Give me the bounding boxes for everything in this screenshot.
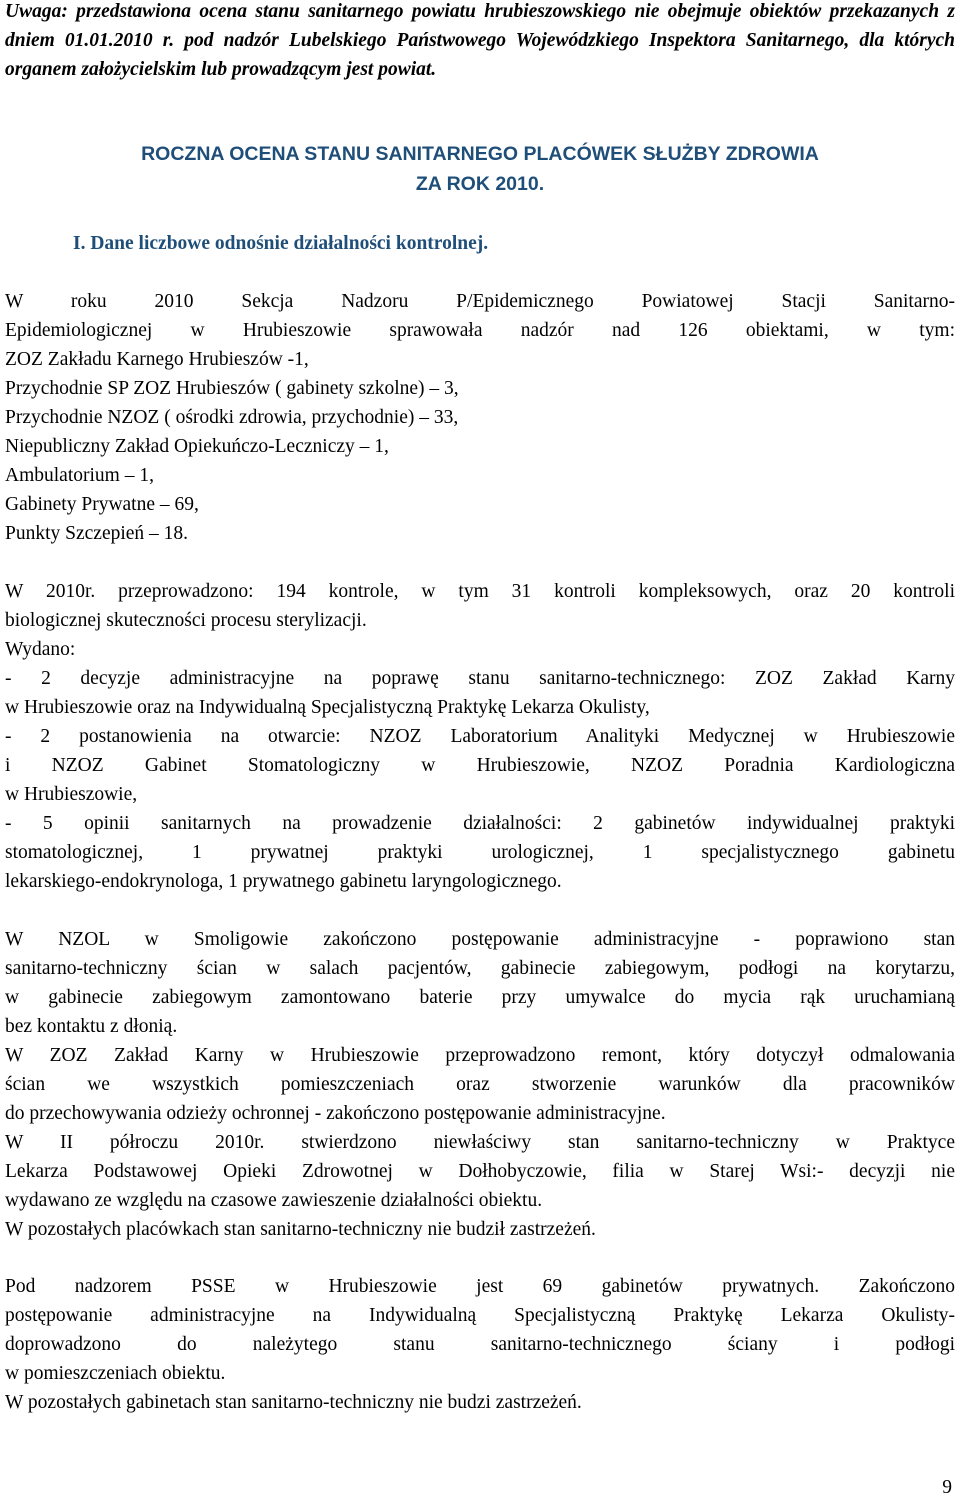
text-line: - 5 opinii sanitarnych na prowadzenie działalności: 2 gabinetów indywidualnej praktyki (5, 813, 955, 834)
text-line: ścian we wszystkich pomieszczeniach oraz stworzenie warunków dla pracowników (5, 1074, 955, 1095)
text-line: postępowanie administracyjne na Indywidualną Specjalistyczną Praktykę Lekarza Okulisty- (5, 1305, 955, 1326)
section-heading: I. Dane liczbowe odnośnie działalności kontrolnej. (73, 233, 489, 254)
text-line: - 2 postanowienia na otwarcie: NZOZ Laboratorium Analityki Medycznej w Hrubieszowie (5, 726, 955, 747)
text-line: i NZOZ Gabinet Stomatologiczny w Hrubieszowie, NZOZ Poradnia Kardiologiczna (5, 755, 955, 776)
text-line: w Hrubieszowie oraz na Indywidualną Specjalistyczną Praktykę Lekarza Okulisty, (5, 697, 650, 718)
note-paragraph: Uwaga: przedstawiona ocena stanu sanitarnego powiatu hrubieszowskiego nie obejmuje obiektów przekazanych z dniem 01.01.2010 r. pod nadzór Lubelskiego Państwowego Wojewódzkiego Inspektora Sanitarnego, dla których organem założycielskim lub prowadzącym jest powiat. (5, 1, 955, 80)
text-line: Epidemiologicznej w Hrubieszowie sprawowała nadzór nad 126 obiektami, w tym: (5, 320, 955, 341)
text-line: wydawano ze względu na czasowe zawieszenie działalności obiektu. (5, 1190, 543, 1211)
text-line: W NZOL w Smoligowie zakończono postępowanie administracyjne - poprawiono stan (5, 929, 955, 950)
text-line: Pod nadzorem PSSE w Hrubieszowie jest 69 gabinetów prywatnych. Zakończono (5, 1276, 955, 1297)
text-line: biologicznej skuteczności procesu sterylizacji. (5, 610, 367, 631)
paragraph-private-offices (5, 1272, 955, 1417)
document-title-line1: ROCZNA OCENA STANU SANITARNEGO PLACÓWEK SŁUŻBY ZDROWIA (141, 143, 819, 165)
text-line: lekarskiego-endokrynologa, 1 prywatnego gabinetu laryngologicznego. (5, 871, 562, 892)
text-line: ZOZ Zakładu Karnego Hrubieszów -1, (5, 349, 309, 370)
text-line: Gabinety Prywatne – 69, (5, 494, 199, 515)
text-line: Przychodnie NZOZ ( ośrodki zdrowia, przychodnie) – 33, (5, 407, 459, 428)
text-line: w pomieszczeniach obiektu. (5, 1363, 226, 1384)
text-line: w Hrubieszowie, (5, 784, 138, 805)
text-line: W pozostałych placówkach stan sanitarno-techniczny nie budził zastrzeżeń. (5, 1219, 596, 1240)
text-line: Przychodnie SP ZOZ Hrubieszów ( gabinety szkolne) – 3, (5, 378, 459, 399)
text-line: W ZOZ Zakład Karny w Hrubieszowie przeprowadzono remont, który dotyczył odmalowania (5, 1045, 955, 1066)
text-line: Niepubliczny Zakład Opiekuńczo-Leczniczy – 1, (5, 436, 389, 457)
text-line: stomatologicznej, 1 prywatnej praktyki urologicznej, 1 specjalistycznego gabinetu (5, 842, 955, 863)
paragraph-supervision (5, 287, 955, 548)
text-line: W 2010r. przeprowadzono: 194 kontrole, w tym 31 kontroli kompleksowych, oraz 20 kontroli (5, 581, 955, 602)
text-line: W roku 2010 Sekcja Nadzoru P/Epidemicznego Powiatowej Stacji Sanitarno- (5, 291, 955, 312)
text-line: doprowadzono do należytego stanu sanitarno-technicznego ściany i podłogi (5, 1334, 955, 1355)
text-line: Ambulatorium – 1, (5, 465, 154, 486)
text-line: w gabinecie zabiegowym zamontowano baterie przy umywalce do mycia rąk uruchamianą (5, 987, 955, 1008)
text-line: Wydano: (5, 639, 76, 660)
text-line: W pozostałych gabinetach stan sanitarno-techniczny nie budzi zastrzeżeń. (5, 1392, 582, 1413)
paragraph-remarks (5, 925, 955, 1244)
text-line: do przechowywania odzieży ochronnej - zakończono postępowanie administracyjne. (5, 1103, 666, 1124)
text-line: bez kontaktu z dłonią. (5, 1016, 178, 1037)
document-title-line2: ZA ROK 2010. (415, 173, 545, 195)
text-line: sanitarno-techniczny ścian w salach pacjentów, gabinecie zabiegowym, podłogi na korytarzu, (5, 958, 955, 979)
text-line: - 2 decyzje administracyjne na poprawę stanu sanitarno-technicznego: ZOZ Zakład Karny (5, 668, 955, 689)
paragraph-controls (5, 577, 955, 896)
text-line: Punkty Szczepień – 18. (5, 523, 189, 544)
page-number: 9 (942, 1477, 952, 1498)
text-line: W II półroczu 2010r. stwierdzono niewłaściwy stan sanitarno-techniczny w Praktyce (5, 1132, 955, 1153)
text-line: Lekarza Podstawowej Opieki Zdrowotnej w Dołhobyczowie, filia w Starej Wsi:- decyzji nie (5, 1161, 955, 1182)
